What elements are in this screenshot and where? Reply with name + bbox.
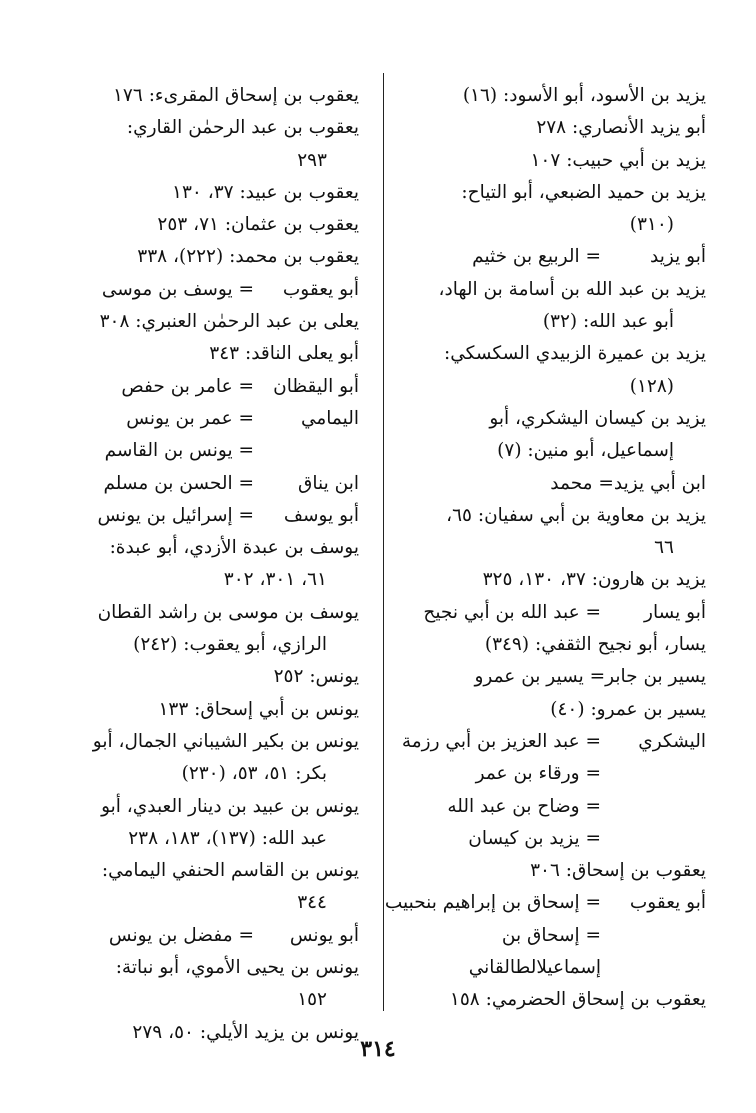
reference-target-block bbox=[105, 435, 254, 467]
page-number: ٣١٤ bbox=[360, 1036, 396, 1062]
entry-text: يعقوب بن عبيد: ٣٧، ١٣٠ bbox=[172, 181, 359, 203]
reference-name: أبو يونس bbox=[289, 924, 359, 946]
reference-target: = يوسف بن موسى bbox=[101, 278, 254, 300]
entry-text: يونس: ٢٥٢ bbox=[273, 666, 359, 688]
entry-continuation: (١٢٨) bbox=[629, 375, 674, 397]
index-entry bbox=[61, 791, 359, 856]
reference-target-block bbox=[476, 758, 601, 790]
reference-target: = إسحاق بن إسماعيل bbox=[501, 924, 601, 979]
reference-target-block bbox=[385, 887, 601, 919]
cross-reference bbox=[376, 597, 706, 629]
entry-continuation: (٣١٠) bbox=[629, 214, 674, 236]
index-entry bbox=[61, 532, 359, 597]
index-entry bbox=[376, 984, 706, 1016]
cross-reference-continued bbox=[376, 791, 706, 823]
entry-continuation: إسماعيل، أبو منين: (٧) bbox=[497, 440, 674, 462]
entry-text: يزيد بن أبي حبيب: ١٠٧ bbox=[530, 149, 706, 171]
reference-target: = ورقاء بن عمر bbox=[475, 763, 601, 785]
index-entry bbox=[61, 80, 359, 112]
cross-reference bbox=[61, 371, 359, 403]
index-entry bbox=[61, 338, 359, 370]
index-entry bbox=[376, 80, 706, 112]
index-entry bbox=[376, 694, 706, 726]
right-column bbox=[376, 80, 706, 1017]
entry-text: أبو يزيد الأنصاري: ٢٧٨ bbox=[536, 117, 706, 139]
reference-target-block bbox=[121, 371, 254, 403]
reference-target-block bbox=[97, 500, 254, 532]
entry-continuation: أبو عبد الله: (٣٢) bbox=[542, 311, 674, 333]
cross-reference bbox=[376, 887, 706, 919]
entry-continuation: ٣٤٤ bbox=[297, 892, 327, 914]
entry-text: يعقوب بن عبد الرحمٰن القاري: bbox=[126, 117, 359, 139]
column-divider bbox=[383, 73, 384, 1011]
index-entry bbox=[61, 177, 359, 209]
index-entry bbox=[61, 694, 359, 726]
entry-text: يعقوب بن إسحاق المقرىء: ١٧٦ bbox=[113, 85, 359, 106]
entry-continuation: ١٥٢ bbox=[297, 989, 327, 1011]
index-entry bbox=[376, 274, 706, 339]
reference-target-block bbox=[472, 241, 601, 273]
cross-reference bbox=[61, 403, 359, 435]
entry-continuation: بكر: ٥١، ٥٣، (٢٣٠) bbox=[181, 763, 327, 785]
index-entry bbox=[61, 112, 359, 177]
reference-target-block bbox=[103, 468, 254, 500]
cross-reference-continued bbox=[61, 435, 359, 467]
entry-text: يزيد بن عميرة الزبيدي السكسكي: bbox=[444, 343, 706, 365]
index-entry bbox=[61, 597, 359, 662]
entry-text: يزيد بن معاوية بن أبي سفيان: ٦٥، bbox=[446, 504, 706, 526]
entry-text: يزيد بن حميد الضبعي، أبو التياح: bbox=[461, 181, 706, 203]
reference-name: أبو يوسف bbox=[283, 504, 359, 526]
entry-text: يوسف بن موسى بن راشد القطان bbox=[97, 601, 359, 623]
left-column bbox=[61, 80, 359, 1049]
entry-text: ابن أبي يزيد= محمد bbox=[550, 472, 706, 494]
entry-text: يسير بن جابر= يسير بن عمرو bbox=[474, 666, 706, 688]
reference-name: أبو يعقوب bbox=[629, 892, 706, 914]
reference-target-block bbox=[109, 920, 254, 952]
cross-reference bbox=[376, 726, 706, 758]
index-entry bbox=[376, 564, 706, 596]
entry-continuation: ٢٩٣ bbox=[297, 149, 327, 171]
reference-target-block bbox=[402, 726, 601, 758]
reference-name: اليشكري bbox=[638, 730, 706, 752]
entry-text: يونس بن أبي إسحاق: ١٣٣ bbox=[158, 698, 359, 720]
reference-target: = وضاح بن عبد الله bbox=[447, 795, 601, 817]
entry-text: يسير بن عمرو: (٤٠) bbox=[550, 698, 706, 720]
entry-text: يزيد بن عبد الله بن أسامة بن الهاد، bbox=[438, 278, 706, 300]
reference-target: = يونس بن القاسم bbox=[104, 440, 254, 462]
cross-reference-continued bbox=[376, 823, 706, 855]
index-entry bbox=[376, 112, 706, 144]
entry-continuation: ٦١، ٣٠١، ٣٠٢ bbox=[223, 569, 327, 591]
index-entry bbox=[376, 855, 706, 887]
entry-text: يزيد بن الأسود، أبو الأسود: (١٦) bbox=[462, 85, 706, 106]
reference-name: أبو يعقوب bbox=[282, 278, 359, 300]
index-entry bbox=[61, 952, 359, 1017]
entry-text: يعلى بن عبد الرحمٰن العنبري: ٣٠٨ bbox=[99, 311, 359, 333]
reference-name: أبو يسار bbox=[644, 601, 706, 623]
index-entry bbox=[376, 145, 706, 177]
reference-continuation: الطالقاني bbox=[468, 957, 537, 979]
reference-name: ابن يناق bbox=[298, 472, 359, 494]
reference-target-block bbox=[447, 791, 601, 823]
index-entry bbox=[61, 209, 359, 241]
index-entry bbox=[376, 403, 706, 468]
reference-target: = عمر بن يونس bbox=[126, 407, 254, 429]
entry-continuation: ٦٦ bbox=[654, 537, 674, 559]
cross-reference bbox=[61, 468, 359, 500]
cross-reference-continued bbox=[376, 920, 706, 985]
reference-target-block bbox=[423, 597, 601, 629]
entry-text: يونس بن بكير الشيباني الجمال، أبو bbox=[92, 730, 359, 752]
reference-target: = الحسن بن مسلم bbox=[103, 472, 254, 494]
entry-text: يزيد بن هارون: ٣٧، ١٣٠، ٣٢٥ bbox=[482, 569, 706, 591]
index-entry bbox=[376, 629, 706, 661]
reference-target: = عبد العزيز بن أبي رزمة bbox=[401, 730, 601, 752]
index-entry bbox=[61, 661, 359, 693]
reference-continuation: حبيب bbox=[384, 892, 427, 914]
reference-name: اليمامي bbox=[300, 407, 359, 429]
index-entry bbox=[61, 241, 359, 273]
index-entry bbox=[376, 338, 706, 403]
reference-target: = إسحاق بن إبراهيم بن bbox=[426, 892, 601, 914]
reference-target-block bbox=[126, 403, 254, 435]
reference-target: = مفضل بن يونس bbox=[108, 924, 254, 946]
reference-target: = عبد الله بن أبي نجيح bbox=[423, 601, 601, 623]
cross-reference-continued bbox=[376, 758, 706, 790]
cross-reference bbox=[61, 920, 359, 952]
entry-text: يوسف بن عبدة الأزدي، أبو عبدة: bbox=[109, 537, 359, 559]
entry-text: يسار، أبو نجيح الثقفي: (٣٤٩) bbox=[484, 634, 706, 656]
reference-target-block bbox=[468, 823, 601, 855]
reference-target: = يزيد بن كيسان bbox=[468, 827, 601, 849]
reference-name: أبو يزيد bbox=[650, 246, 706, 268]
reference-target-block bbox=[376, 920, 601, 985]
reference-name: أبو اليقظان bbox=[273, 375, 359, 397]
cross-reference bbox=[61, 500, 359, 532]
entry-text: يعقوب بن عثمان: ٧١، ٢٥٣ bbox=[157, 214, 359, 236]
index-entry bbox=[376, 177, 706, 242]
entry-text: يونس بن يحيى الأموي، أبو نباتة: bbox=[115, 957, 359, 979]
entry-continuation: الرازي، أبو يعقوب: (٢٤٢) bbox=[133, 634, 327, 656]
index-entry bbox=[376, 661, 706, 693]
reference-target: = الربيع بن خثيم bbox=[472, 246, 601, 268]
entry-text: يعقوب بن إسحاق الحضرمي: ١٥٨ bbox=[449, 989, 706, 1011]
reference-target: = عامر بن حفص bbox=[121, 375, 254, 397]
entry-text: يزيد بن كيسان اليشكري، أبو bbox=[489, 407, 706, 429]
cross-reference bbox=[376, 241, 706, 273]
entry-text: يونس بن القاسم الحنفي اليمامي: bbox=[101, 860, 359, 882]
entry-text: يعقوب بن إسحاق: ٣٠٦ bbox=[530, 860, 706, 882]
cross-reference bbox=[61, 274, 359, 306]
reference-target-block bbox=[102, 274, 254, 306]
entry-continuation: عبد الله: (١٣٧)، ١٨٣، ٢٣٨ bbox=[128, 827, 327, 849]
entry-text: يونس بن عبيد بن دينار العبدي، أبو bbox=[101, 795, 359, 817]
index-entry bbox=[61, 855, 359, 920]
entry-text: يعقوب بن محمد: (٢٢٢)، ٣٣٨ bbox=[137, 246, 359, 268]
index-entry bbox=[61, 726, 359, 791]
index-entry bbox=[376, 468, 706, 500]
entry-text: أبو يعلى الناقد: ٣٤٣ bbox=[209, 343, 359, 365]
entry-text: يونس بن يزيد الأيلي: ٥٠، ٢٧٩ bbox=[132, 1021, 359, 1043]
index-entry bbox=[61, 306, 359, 338]
index-entry bbox=[376, 500, 706, 565]
reference-target: = إسرائيل بن يونس bbox=[97, 504, 254, 526]
